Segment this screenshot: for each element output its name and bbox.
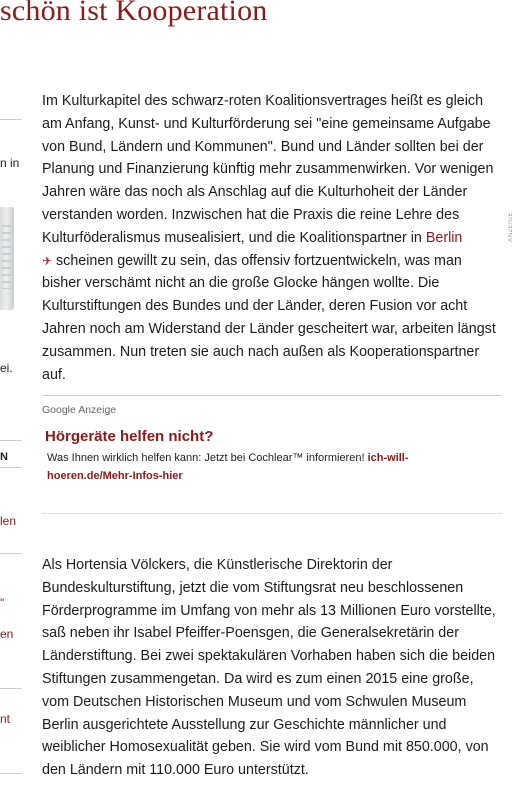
sidebar-divider — [0, 119, 22, 120]
sidebar-section-heading: N — [0, 451, 8, 463]
sidebar-fragment-text: ei. — [0, 361, 13, 375]
sidebar-link[interactable]: len — [0, 514, 17, 528]
sidebar-link[interactable]: en — [0, 627, 14, 641]
sidebar-divider — [0, 688, 22, 689]
paragraph-text: Im Kulturkapitel des schwarz-roten Koalitionsvertrages heißt es gleich am Anfang, Kunst- und Kulturförderung sei "eine gemeinsame Aufgabe von Bund, Ländern und Kommunen". Bund und Länder sollten bei der Planung und Finanzierung künftig mehr zusammenwirken. Vor wenigen Jahren wäre das noch als Anschlag auf die Kulturhoheit der Länder verstanden worden. Inzwischen hat die Praxis die reine Lehre des Kulturföderalismus musealisiert, und die Koalitionspartner in — [42, 93, 494, 246]
ad-side-label: ANZEIGE — [508, 212, 514, 242]
article-body-part2 — [42, 554, 502, 782]
google-ad-box — [42, 395, 502, 485]
ad-description-text: Was Ihnen wirklich helfen kann: Jetzt bei Cochlear™ informieren! — [47, 452, 368, 464]
article-paragraph — [42, 90, 502, 386]
paragraph-text: scheinen gewillt zu sein, das offensiv fortzuentwickeln, was man bisher verschämt nicht an die große Glocke hängen wollte. Die Kulturstiftungen des Bundes und der Länder, deren Fusion vor acht Jahren noch am Widerstand der Länder gescheitert war, arbeiten längst zusammen. Nun treten sie auch nach außen als Kooperationspartner auf. — [42, 252, 496, 383]
ad-divider — [42, 395, 502, 396]
article-headline: schön ist Kooperation — [0, 0, 268, 27]
article-paragraph: Als Hortensia Völckers, die Künstlerische Direktorin der Bundeskulturstiftung, jetzt die vom Stiftungsrat neu beschlossenen Förderprogramme im Umfang von mehr als 13 Millionen Euro vorstellte, saß neben ihr Isabel Pfeiffer-Poensgen, die Generalsekretärin der Länderstiftung. Bei zwei spektakulären Vorhaben haben sich die beiden Stiftungen zusammengetan. Da wird es zum einen 2015 eine große, vom Deutschen Historischen Museum und vom Schwulen Museum Berlin ausgerichtete Ausstellung zur Geschichte männlicher und weiblicher Homosexualität geben. Sie wird vom Bund mit 850.000, von den Ländern mit 110.000 Euro unterstützt. — [42, 557, 496, 779]
sidebar-thumbnail-image[interactable] — [0, 207, 14, 310]
sidebar-link[interactable]: " — [0, 596, 5, 610]
ad-title-link[interactable]: Hörgeräte helfen nicht? — [45, 428, 214, 445]
ad-divider — [42, 513, 502, 514]
sidebar-divider — [0, 440, 22, 441]
berlin-link[interactable]: Berlin — [425, 229, 463, 246]
sidebar-divider — [0, 773, 22, 774]
ad-description — [47, 449, 467, 485]
plane-icon[interactable]: ✈ — [42, 253, 53, 268]
article-body-part1 — [42, 90, 502, 386]
sidebar-fragment-text: n in — [0, 156, 20, 170]
sidebar-divider — [0, 553, 22, 554]
ad-label: Google Anzeige — [42, 404, 117, 416]
sidebar-divider — [0, 467, 22, 468]
ad-url-link[interactable]: ich-will-hoeren.de/Mehr-Infos-hier — [47, 452, 409, 482]
sidebar-link[interactable]: nt — [0, 712, 11, 726]
